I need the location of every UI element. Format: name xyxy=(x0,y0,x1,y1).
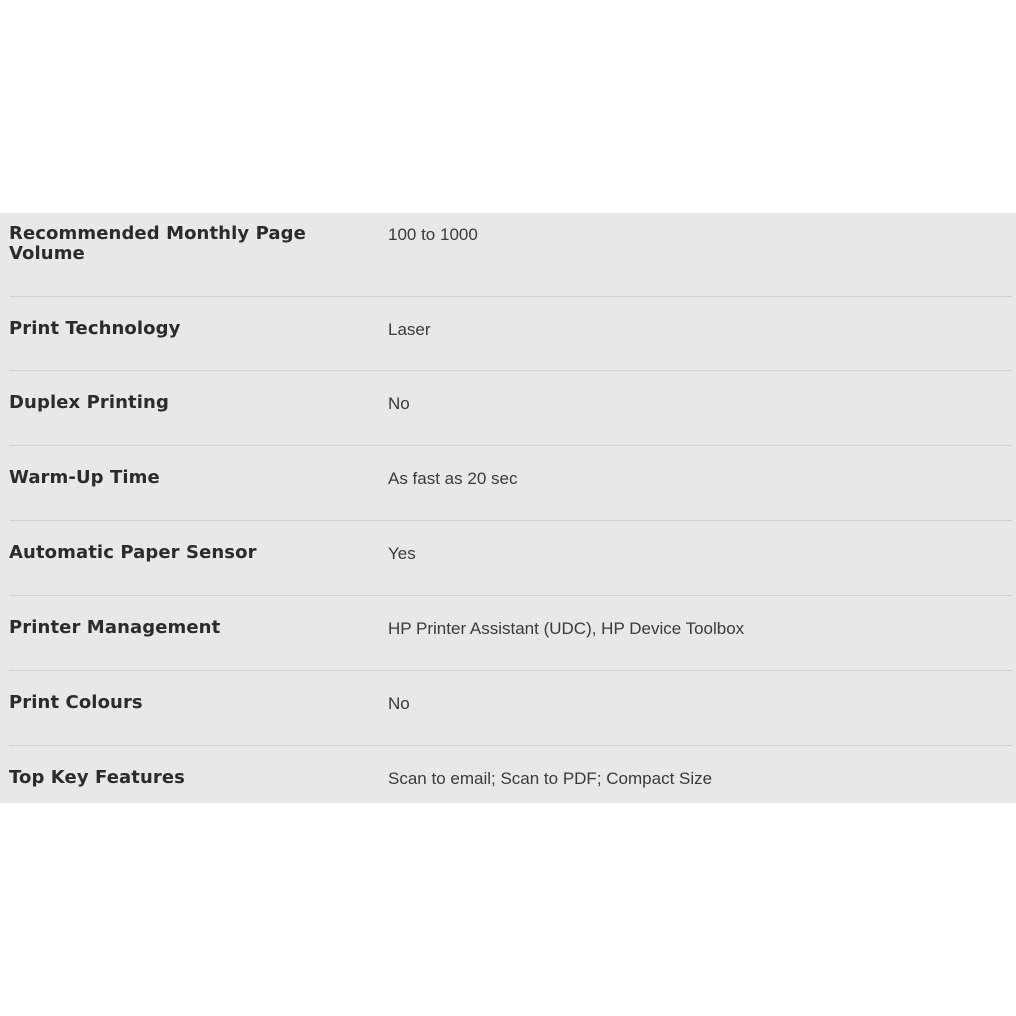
spec-row-automatic-paper-sensor xyxy=(9,521,1012,596)
spec-value: No xyxy=(388,394,410,413)
spec-label: Automatic Paper Sensor xyxy=(9,542,257,563)
spec-value: HP Printer Assistant (UDC), HP Device Toolbox xyxy=(388,619,745,638)
spec-value: As fast as 20 sec xyxy=(388,469,518,488)
spec-row-duplex-printing xyxy=(9,371,1012,446)
spec-label: Warm-Up Time xyxy=(9,467,160,488)
spec-label: Top Key Features xyxy=(9,767,185,788)
spec-row-printer-management xyxy=(9,596,1012,671)
spec-label: Recommended Monthly Page Volume xyxy=(9,223,306,264)
spec-row-monthly-page-volume xyxy=(9,213,1012,297)
spec-value: Yes xyxy=(388,544,416,563)
spec-value: 100 to 1000 xyxy=(388,225,478,244)
spec-label: Print Technology xyxy=(9,318,181,339)
spec-value: Scan to email; Scan to PDF; Compact Size xyxy=(388,769,713,788)
spec-label: Print Colours xyxy=(9,692,143,713)
spec-row-top-key-features xyxy=(9,746,1012,803)
spec-label: Printer Management xyxy=(9,617,221,638)
spec-row-print-colours xyxy=(9,671,1012,746)
spec-value: Laser xyxy=(388,320,431,339)
spec-row-print-technology xyxy=(9,297,1012,371)
specifications-table xyxy=(0,213,1016,803)
spec-value: No xyxy=(388,694,410,713)
spec-label: Duplex Printing xyxy=(9,392,169,413)
spec-row-warm-up-time xyxy=(9,446,1012,521)
